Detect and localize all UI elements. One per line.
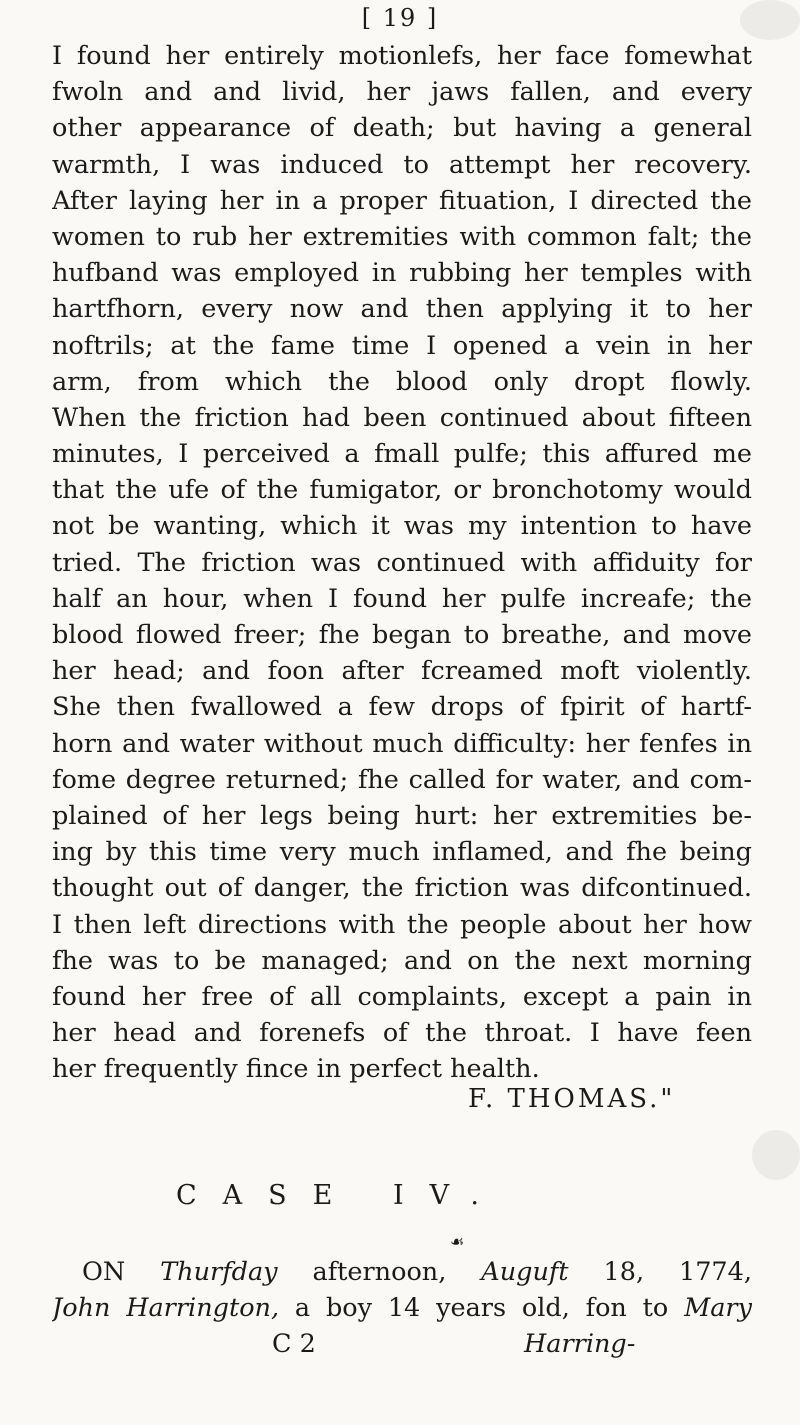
page-footer bbox=[52, 1326, 752, 1362]
text-line: plained of her legs being hurt: her extremities be- bbox=[52, 800, 752, 831]
text-line: hufband was employed in rubbing her temples with bbox=[52, 258, 752, 289]
catchword: Harring- bbox=[524, 1329, 636, 1359]
text-line: tried. The friction was continued with affiduity for bbox=[52, 547, 752, 578]
body-paragraph bbox=[52, 38, 752, 1087]
signature-mark: C 2 bbox=[272, 1329, 316, 1359]
page-stain bbox=[752, 1130, 800, 1180]
case-opening: ON bbox=[82, 1257, 126, 1287]
text-line: hartfhorn, every now and then applying it to her bbox=[52, 294, 752, 325]
page-number: [ 19 ] bbox=[361, 4, 439, 32]
text-line: After laying her in a proper fituation, I directed the bbox=[52, 185, 752, 216]
text-line: I found her entirely motionlefs, her face fomewhat bbox=[52, 41, 752, 71]
case-patient-desc: a boy 14 years old, fon to bbox=[294, 1293, 669, 1323]
text-line: warmth, I was induced to attempt her recovery. bbox=[52, 149, 752, 180]
text-line: found her free of all complaints, except a pain in bbox=[52, 981, 752, 1012]
text-line: horn and water without much difficulty: her fenfes in bbox=[52, 728, 752, 759]
text-line: other appearance of death; but having a general bbox=[52, 113, 752, 144]
case-mother-name: Mary bbox=[684, 1293, 752, 1323]
case-heading: CASE IV. bbox=[176, 1180, 505, 1211]
text-line: not be wanting, which it was my intention to have bbox=[52, 511, 752, 542]
text-line: her frequently fince in perfect health. bbox=[52, 1054, 540, 1085]
case-line bbox=[52, 1254, 752, 1290]
ornament-icon: ☙ bbox=[450, 1232, 465, 1251]
text-line: ing by this time very much inflamed, and fhe being bbox=[52, 837, 752, 868]
text-line: fhe was to be managed; and on the next morning bbox=[52, 945, 752, 976]
text-line: her head and forenefs of the throat. I have feen bbox=[52, 1018, 752, 1049]
text-line: thought out of danger, the friction was difcontinued. bbox=[52, 873, 752, 904]
case-body bbox=[52, 1254, 752, 1362]
text-line: fome degree returned; fhe called for water, and com- bbox=[52, 764, 752, 795]
text-line: her head; and foon after fcreamed moft violently. bbox=[52, 656, 752, 687]
text-line: noftrils; at the fame time I opened a vein in her bbox=[52, 330, 752, 361]
text-line: women to rub her extremities with common falt; the bbox=[52, 221, 752, 252]
case-line bbox=[52, 1290, 752, 1326]
case-month: Auguft bbox=[481, 1257, 569, 1287]
text-line: arm, from which the blood only dropt flowly. bbox=[52, 366, 752, 397]
author-signature: F. THOMAS." bbox=[468, 1084, 676, 1114]
case-day: Thurfday bbox=[160, 1257, 278, 1287]
text-line: I then left directions with the people about her how bbox=[52, 909, 752, 940]
text-line: half an hour, when I found her pulfe increafe; the bbox=[52, 583, 752, 614]
text-line: that the ufe of the fumigator, or bronchotomy would bbox=[52, 475, 752, 506]
text-line: fwoln and and livid, her jaws fallen, and every bbox=[52, 77, 752, 108]
text-line: She then fwallowed a few drops of fpirit of hartf- bbox=[52, 692, 752, 723]
text-line: blood flowed freer; fhe began to breathe, and move bbox=[52, 620, 752, 650]
case-date: 18, 1774, bbox=[603, 1257, 752, 1287]
case-patient-name: John Harrington, bbox=[52, 1293, 280, 1323]
text-line: When the friction had been continued about fifteen bbox=[52, 402, 752, 433]
case-time: afternoon, bbox=[312, 1257, 447, 1287]
text-line: minutes, I perceived a fmall pulfe; this affured me bbox=[52, 439, 752, 470]
